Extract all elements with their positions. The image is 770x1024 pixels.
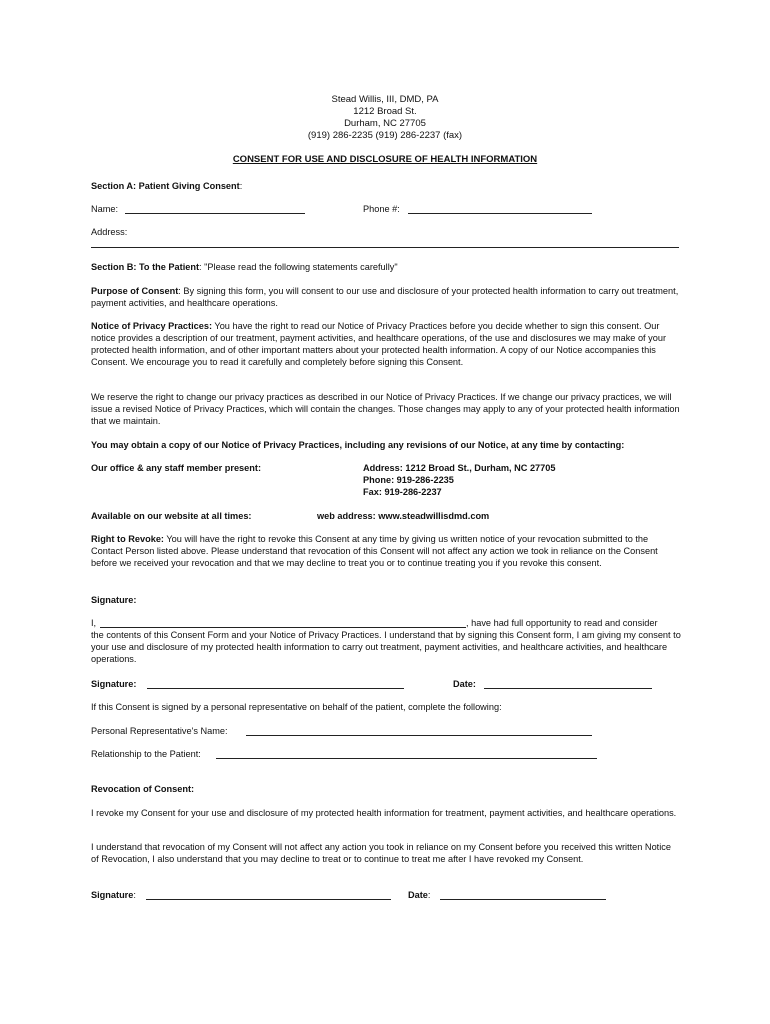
relationship-field[interactable]	[216, 758, 597, 759]
signature-heading: Signature:	[91, 595, 137, 605]
rep-name-field[interactable]	[246, 735, 592, 736]
form-title: CONSENT FOR USE AND DISCLOSURE OF HEALTH INFORMATION	[232, 154, 538, 165]
phone-field[interactable]	[408, 213, 592, 214]
patient-name-field[interactable]	[100, 627, 466, 628]
revocation-p2: I understand that revocation of my Consent will not affect any action you took in reliance on my Consent before you received this written Notice of Revocation, I also understand that you may decline to treat or to continue to treat me after I have revoked my Consent.	[91, 842, 671, 864]
practice-name: Stead Willis, III, DMD, PA	[331, 94, 439, 105]
revocation-signature-field[interactable]	[146, 899, 391, 900]
i-prefix: I,	[91, 618, 97, 628]
date-field[interactable]	[484, 688, 652, 689]
office-label: Our office & any staff member present:	[91, 463, 262, 473]
revocation-date-label: Date:	[408, 890, 431, 900]
revocation-signature-label: Signature:	[91, 890, 136, 900]
website-address: web address: www.steadwillisdmd.com	[317, 511, 490, 521]
phone-label: Phone #:	[363, 204, 400, 214]
section-b-heading: Section B: To the Patient: "Please read the following statements carefully"	[91, 262, 398, 272]
practice-phones: (919) 286-2235 (919) 286-2237 (fax)	[307, 130, 463, 141]
name-label: Name:	[91, 204, 119, 214]
address-field[interactable]	[91, 247, 679, 248]
revocation-p1: I revoke my Consent for your use and disclosure of my protected health information for treatment, payment activities, and healthcare operations.	[91, 808, 677, 818]
section-a-heading: Section A: Patient Giving Consent:	[91, 181, 243, 191]
website-label: Available on our website at all times:	[91, 511, 252, 521]
signature-field[interactable]	[147, 688, 404, 689]
revoke-paragraph: Right to Revoke: You will have the right to revoke this Consent at any time by giving us written notice of your revocation submitted to the Contact Person listed above. Please understand that revocation of this Consent will not affect any action we took in reliance on the Consent before we received your revocation and that we may decline to treat you or to continue treating you if you revoke this consent.	[91, 534, 658, 568]
revocation-heading: Revocation of Consent:	[91, 784, 195, 794]
signature-body: the contents of this Consent Form and your Notice of Privacy Practices. I understand that by signing this Consent form, I am giving my consent to your use and disclosure of my protected health information to carry out treatment, payment activities, and healthcare activities, and healthcare operations.	[91, 630, 681, 664]
office-phone: Phone: 919-286-2235	[363, 475, 454, 485]
rep-name-label: Personal Representative's Name:	[91, 726, 228, 736]
privacy-paragraph: Notice of Privacy Practices: You have the right to read our Notice of Privacy Practices before you decide whether to sign this consent. Our notice provides a description of our treatment, payment activities, and healthcare operations, of the use and disclosures we may make of your protected health information, and of other important matters about your protected health information. A copy of our Notice accompanies this Consent. We encourage you to read it carefully and completely before signing this Consent.	[91, 321, 667, 367]
practice-city: Durham, NC 27705	[344, 118, 426, 129]
name-row	[91, 204, 118, 216]
address-label: Address:	[91, 227, 128, 237]
name-field[interactable]	[125, 213, 305, 214]
practice-street: 1212 Broad St.	[353, 106, 417, 117]
revocation-date-field[interactable]	[440, 899, 606, 900]
date-label: Date:	[453, 679, 476, 689]
relationship-label: Relationship to the Patient:	[91, 749, 201, 759]
obtain-paragraph: You may obtain a copy of our Notice of Privacy Practices, including any revisions of our Notice, at any time by contacting:	[91, 440, 625, 450]
office-fax: Fax: 919-286-2237	[363, 487, 442, 497]
reserve-paragraph: We reserve the right to change our privacy practices as described in our Notice of Privacy Practices. If we change our privacy practices, we will issue a revised Notice of Privacy Practices, which will contain the changes. Those changes may apply to any of your protected health information that we maintain.	[91, 392, 680, 426]
signature-label: Signature:	[91, 679, 137, 689]
office-address: Address: 1212 Broad St., Durham, NC 27705	[363, 463, 556, 473]
i-suffix: , have had full opportunity to read and consider	[466, 618, 658, 628]
representative-intro: If this Consent is signed by a personal representative on behalf of the patient, complete the following:	[91, 702, 502, 712]
purpose-paragraph: Purpose of Consent: By signing this form, you will consent to our use and disclosure of your protected health information to carry out treatment, payment activities, and healthcare operations.	[91, 286, 679, 308]
